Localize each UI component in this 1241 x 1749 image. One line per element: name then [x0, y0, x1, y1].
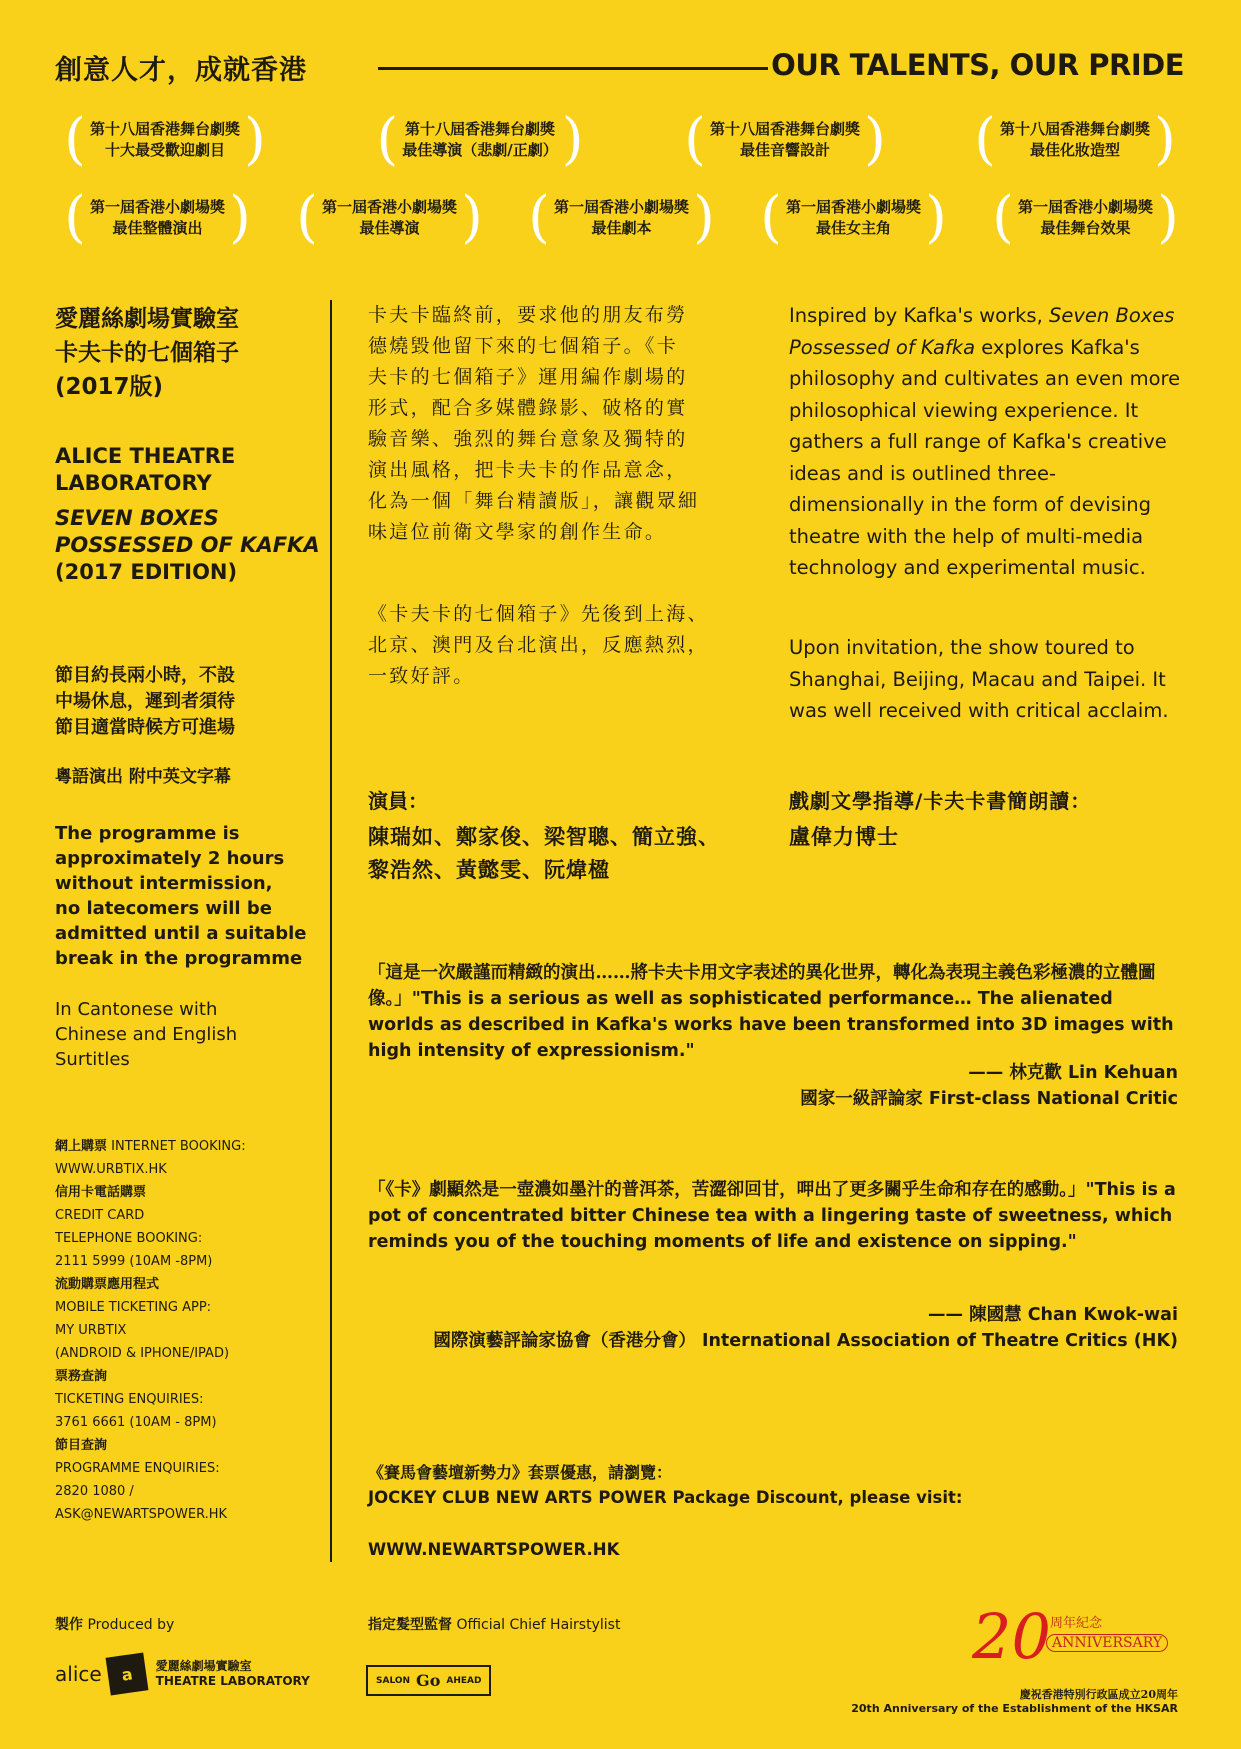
hairstylist-en: Official Chief Hairstylist: [456, 1617, 621, 1633]
tour-note-en: Upon invitation, the show toured to Shanghai, Beijing, Macau and Taipei. It was well received with critical acclaim.: [789, 636, 1169, 722]
edition-zh: (2017版): [55, 374, 164, 400]
laurel-left-icon: (: [684, 107, 706, 172]
language-note-en: [55, 997, 320, 1072]
produced-by-label: [55, 1614, 174, 1634]
title-zh: 卡夫卡的七個箱子: [55, 339, 239, 366]
dramaturg-label: 戲劇文學指導/卡夫卡書簡朗讀：: [789, 789, 1092, 813]
synopsis-en-text: explores Kafka's philosophy and cultivates an even more philosophical viewing experience. It gathers a full range of Kafka's creative ideas and is outlined three-dimensionally in the form of devising theatre with the help of multi-media technology and experimental music.: [789, 335, 1181, 579]
laurel-left-icon: (: [376, 107, 399, 172]
alice-mark-letter: a: [119, 1663, 134, 1685]
award-line2: 最佳劇本: [591, 219, 652, 237]
tour-zh-line: 《卡夫卡的七個箱子》先後到上海、: [368, 603, 709, 625]
laurel-right-icon: ): [1154, 107, 1176, 172]
review-citation: [433, 1302, 1178, 1354]
cast-names-line: 黎浩然、黃懿雯、阮煒楹: [368, 857, 610, 882]
duration-en-line: The programme is: [55, 823, 240, 844]
award-line2: 最佳導演: [359, 219, 420, 237]
salon-logo-go: Go: [416, 1671, 441, 1690]
award-line1: 第十八屆香港舞台劇獎: [709, 120, 860, 138]
award-badge: [55, 186, 260, 250]
ticketing-enquiries-zh: 票務查詢: [55, 1369, 108, 1384]
laurel-right-icon: ): [925, 185, 947, 250]
duration-en-line: without intermission,: [55, 873, 273, 894]
award-badge: [983, 186, 1188, 250]
synopsis-zh-line: 形式，配合多媒體錄影、破格的實: [368, 397, 688, 419]
mobile-app-en: MOBILE TICKETING APP:: [55, 1300, 212, 1315]
mobile-app-name: MY URBTIX: [55, 1323, 127, 1338]
internet-booking-en: INTERNET BOOKING:: [111, 1139, 246, 1154]
award-line2: 最佳化妝造型: [1029, 141, 1120, 159]
anniversary-number: 20: [972, 1600, 1051, 1673]
review-quote: [368, 960, 1178, 1064]
award-badge: [55, 108, 275, 172]
language-en-line: Chinese and English: [55, 1024, 238, 1045]
laurel-right-icon: ): [1157, 185, 1179, 250]
laurel-right-icon: ): [561, 107, 584, 172]
internet-booking-zh: 網上購票: [55, 1139, 108, 1154]
laurel-left-icon: (: [528, 185, 550, 250]
duration-note-zh: [55, 663, 320, 741]
cast-names-line: 陳瑞如、鄭家俊、梁智聰、簡立強、: [368, 824, 720, 849]
synopsis-zh-line: 驗音樂、強烈的舞台意象及獨特的: [368, 428, 688, 450]
produced-by-en: Produced by: [87, 1617, 175, 1633]
duration-zh-line: 中場休息，遲到者須待: [55, 691, 235, 712]
programme-enquiries-email[interactable]: ASK@NEWARTSPOWER.HK: [55, 1507, 228, 1522]
review-author-title-zh: 國際演藝評論家協會（香港分會）: [433, 1331, 696, 1351]
review-author-title-en: First-class National Critic: [928, 1089, 1178, 1109]
award-line1: 第一屆香港小劇場獎: [553, 198, 689, 216]
laurel-left-icon: (: [64, 185, 86, 250]
tour-zh-line: 一致好評。: [368, 665, 475, 687]
language-en-line: In Cantonese with: [55, 999, 218, 1020]
ticketing-enquiries-number: 3761 6661 (10AM - 8PM): [55, 1415, 217, 1430]
newartspower-link[interactable]: WWW.NEWARTSPOWER.HK: [368, 1540, 620, 1559]
laurel-left-icon: (: [974, 107, 996, 172]
award-badge: [365, 108, 595, 172]
synopsis-zh-line: 卡夫卡臨終前，要求他的朋友布勞: [368, 304, 688, 326]
alice-logo-text: [156, 1659, 310, 1689]
award-badge: [675, 108, 895, 172]
duration-en-line: break in the programme: [55, 948, 303, 969]
award-line1: 第十八屆香港舞台劇獎: [404, 120, 555, 138]
laurel-left-icon: (: [992, 185, 1014, 250]
duration-en-line: no latecomers will be: [55, 898, 272, 919]
programme-enquiries-en: PROGRAMME ENQUIRIES:: [55, 1461, 220, 1476]
synopsis-zh-line: 夫卡的七個箱子》運用編作劇場的: [368, 366, 688, 388]
review-author: —— 林克歡 Lin Kehuan: [968, 1063, 1178, 1083]
duration-note-en: [55, 821, 320, 971]
review-quote-zh: 「這是一次嚴謹而精緻的演出……將卡夫卡用文字表述的異化世界，轉化為表現主義色彩極濃的立體圖像。」: [368, 963, 1156, 1009]
laurel-right-icon: ): [244, 107, 266, 172]
synopsis-en-title: Seven Boxes Possessed of Kafka: [789, 304, 1175, 359]
review-quote-en: "This is a serious as well as sophisticated performance… The alienated worlds as described in Kafka's works have been transformed into 3D images with high intensity of expressionism.": [368, 989, 1174, 1061]
programme-enquiries-zh: 節目查詢: [55, 1438, 108, 1453]
alice-logo-zh: 愛麗絲劇場實驗室: [155, 1659, 252, 1673]
hairstylist-label: [368, 1614, 620, 1634]
laurel-right-icon: ): [229, 185, 251, 250]
review-quote-en: "This is a pot of concentrated bitter Chinese tea with a lingering taste of sweetness, which reminds you of the touching moments of life and existence on sipping.": [368, 1180, 1176, 1252]
phone-booking-en-1: CREDIT CARD: [55, 1208, 145, 1223]
package-discount-zh: 《賽馬會藝壇新勢力》套票優惠，請瀏覽：: [368, 1463, 673, 1482]
alice-logo-en: THEATRE LABORATORY: [155, 1674, 310, 1688]
review-author-title-en: International Association of Theatre Critics (HK): [701, 1331, 1178, 1351]
salon-logo-word: SALON: [376, 1675, 411, 1686]
duration-en-line: approximately 2 hours: [55, 848, 285, 869]
synopsis-zh: [368, 300, 758, 548]
phone-booking-number: 2111 5999 (10AM -8PM): [55, 1254, 213, 1269]
language-note-zh: 粵語演出 附中英文字幕: [55, 767, 231, 787]
dramaturg-name: 盧偉力博士: [789, 824, 899, 849]
synopsis-zh-line: 味這位前衛文學家的創作生命。: [368, 521, 667, 543]
tour-note-zh: [368, 599, 758, 692]
award-line2: 最佳導演（悲劇/正劇）: [402, 141, 558, 159]
award-line2: 最佳整體演出: [112, 219, 203, 237]
duration-zh-line: 節目適當時候方可進場: [55, 717, 235, 738]
award-badge: [519, 186, 724, 250]
award-line2: 最佳音響設計: [739, 141, 830, 159]
alice-theatre-logo: [55, 1655, 310, 1693]
synopsis-zh-line: 演出風格，把卡夫卡的作品意念，: [368, 459, 688, 481]
alice-mark-icon: [105, 1653, 148, 1696]
column-divider: [330, 300, 332, 1562]
anniversary-label-zh: 周年紀念: [1050, 1616, 1103, 1631]
mobile-app-platforms: (ANDROID & IPHONE/IPAD): [55, 1346, 230, 1361]
award-badge: [751, 186, 956, 250]
award-line1: 第一屆香港小劇場獎: [89, 198, 225, 216]
produced-by-zh: 製作: [55, 1617, 83, 1633]
award-badge: [287, 186, 492, 250]
salon-logo-word: AHEAD: [446, 1675, 482, 1686]
duration-zh-line: 節目約長兩小時，不設: [55, 665, 235, 686]
laurel-left-icon: (: [64, 107, 86, 172]
award-badge: [965, 108, 1185, 172]
review-quote-zh: 「《卡》劇顯然是一壺濃如墨汁的普洱茶，苦澀卻回甘，呷出了更多關乎生命和存在的感動。」: [368, 1180, 1086, 1200]
review-citation: [800, 1060, 1178, 1112]
company-name-zh: 愛麗絲劇場實驗室: [55, 305, 239, 332]
award-line2: 十大最受歡迎劇目: [104, 141, 225, 159]
anniversary-label-en: ANNIVERSARY: [1046, 1634, 1168, 1652]
anniversary-caption-zh: 慶祝香港特別行政區成立20周年: [1019, 1688, 1178, 1701]
hairstylist-zh: 指定髮型監督: [368, 1617, 452, 1633]
review-author: —— 陳國慧 Chan Kwok-wai: [928, 1305, 1178, 1325]
alice-wordmark: alice: [55, 1662, 102, 1686]
programme-enquiries-number: 2820 1080 /: [55, 1484, 134, 1499]
laurel-right-icon: ): [461, 185, 483, 250]
laurel-left-icon: (: [760, 185, 782, 250]
company-name-en-1: ALICE THEATRE: [55, 444, 236, 468]
language-en-line: Surtitles: [55, 1049, 130, 1070]
internet-booking-url[interactable]: WWW.URBTIX.HK: [55, 1162, 167, 1177]
package-discount-en: JOCKEY CLUB NEW ARTS POWER Package Discount, please visit:: [368, 1488, 963, 1507]
edition-en: (2017 EDITION): [55, 560, 238, 584]
award-line1: 第一屆香港小劇場獎: [321, 198, 457, 216]
laurel-right-icon: ): [693, 185, 715, 250]
booking-info: [55, 1135, 320, 1526]
award-line2: 最佳舞台效果: [1040, 219, 1131, 237]
synopsis-zh-line: 化為一個「舞台精讀版」，讓觀眾細: [368, 490, 700, 512]
award-line1: 第一屆香港小劇場獎: [785, 198, 921, 216]
anniversary-caption-en: 20th Anniversary of the Establishment of the HKSAR: [851, 1702, 1178, 1715]
synopsis-en-text: Inspired by Kafka's works,: [789, 304, 1049, 327]
synopsis-zh-line: 德燒毀他留下來的七個箱子。《卡: [368, 335, 679, 357]
review-author-title-zh: 國家一級評論家: [800, 1089, 923, 1109]
laurel-left-icon: (: [296, 185, 318, 250]
title-en-1: SEVEN BOXES: [55, 506, 219, 530]
header-title-en: OUR TALENTS, OUR PRIDE: [771, 48, 1184, 82]
ticketing-enquiries-en: TICKETING ENQUIRIES:: [55, 1392, 204, 1407]
header-title-zh: 創意人才，成就香港: [55, 55, 307, 86]
header-rule: [378, 67, 768, 70]
show-title-zh: [55, 302, 320, 404]
mobile-app-zh: 流動購票應用程式: [55, 1277, 160, 1292]
synopsis-en: [789, 300, 1189, 584]
review-quote: [368, 1177, 1178, 1255]
tour-zh-line: 北京、澳門及台北演出，反應熱烈，: [368, 634, 709, 656]
phone-booking-zh: 信用卡電話購票: [55, 1185, 147, 1200]
company-name-en-2: LABORATORY: [55, 471, 212, 495]
award-line1: 第十八屆香港舞台劇獎: [89, 120, 240, 138]
laurel-right-icon: ): [864, 107, 886, 172]
phone-booking-en-2: TELEPHONE BOOKING:: [55, 1231, 203, 1246]
award-line1: 第一屆香港小劇場獎: [1017, 198, 1153, 216]
cast-label: 演員：: [368, 789, 428, 813]
cast-names: [368, 820, 768, 886]
award-line1: 第十八屆香港舞台劇獎: [999, 120, 1150, 138]
award-line2: 最佳女主角: [815, 219, 891, 237]
duration-en-line: admitted until a suitable: [55, 923, 307, 944]
show-title-en: [55, 443, 320, 586]
salon-go-ahead-logo: [366, 1665, 491, 1696]
title-en-2: POSSESSED OF KAFKA: [55, 533, 320, 557]
